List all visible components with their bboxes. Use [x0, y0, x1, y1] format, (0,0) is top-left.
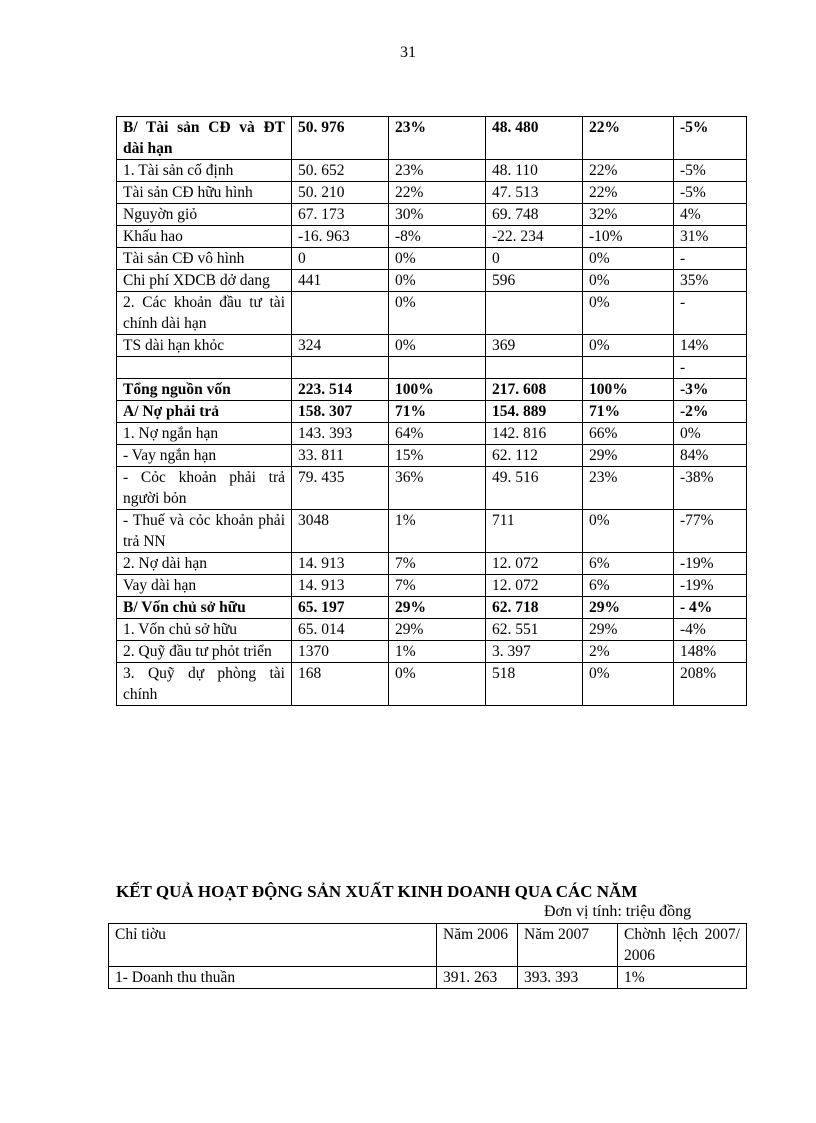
- row-label: 1. Tài sản cố định: [117, 160, 292, 182]
- value-2006: 79. 435: [292, 467, 389, 510]
- percent-2006: 0%: [389, 270, 486, 292]
- percent-2007: 6%: [583, 575, 674, 597]
- change-percent: 208%: [674, 663, 747, 706]
- change-percent: -38%: [674, 467, 747, 510]
- change-percent: 14%: [674, 335, 747, 357]
- percent-2007: 22%: [583, 160, 674, 182]
- percent-2006: 0%: [389, 663, 486, 706]
- percent-2007: 71%: [583, 401, 674, 423]
- row-label: - Vay ngắn hạn: [117, 445, 292, 467]
- table-row: [117, 270, 747, 292]
- value-2006: 0: [292, 248, 389, 270]
- change-percent: -3%: [674, 379, 747, 401]
- table-row: [117, 401, 747, 423]
- change-percent: 148%: [674, 641, 747, 663]
- percent-2007: 32%: [583, 204, 674, 226]
- percent-2007: 29%: [583, 597, 674, 619]
- percent-2007: 29%: [583, 445, 674, 467]
- change-percent: - 4%: [674, 597, 747, 619]
- change-percent: -2%: [674, 401, 747, 423]
- value-2007: 3. 397: [486, 641, 583, 663]
- value-2006: 143. 393: [292, 423, 389, 445]
- change-percent: -: [674, 292, 747, 335]
- balance-sheet-table: [116, 116, 747, 706]
- row-label: 1. Nợ ngắn hạn: [117, 423, 292, 445]
- table-row: [117, 182, 747, 204]
- value-2006: 50. 210: [292, 182, 389, 204]
- percent-2006: 29%: [389, 619, 486, 641]
- percent-2006: 1%: [389, 641, 486, 663]
- row-label: 3. Quỹ dự phòng tài chính: [117, 663, 292, 706]
- percent-2006: 23%: [389, 160, 486, 182]
- table-row: [117, 248, 747, 270]
- value-2006: 14. 913: [292, 553, 389, 575]
- percent-2006: 15%: [389, 445, 486, 467]
- business-results-table: [108, 923, 747, 989]
- row-label: - Thuế và cỏc khoản phải trả NN: [117, 510, 292, 553]
- percent-2007: -10%: [583, 226, 674, 248]
- row-label: A/ Nợ phải trả: [117, 401, 292, 423]
- percent-2007: 66%: [583, 423, 674, 445]
- table-row: [117, 445, 747, 467]
- table-row: [117, 553, 747, 575]
- value-2007: 142. 816: [486, 423, 583, 445]
- value-2006: 1370: [292, 641, 389, 663]
- table-row: [117, 117, 747, 160]
- percent-2006: 30%: [389, 204, 486, 226]
- percent-2006: 64%: [389, 423, 486, 445]
- value-2007: -22. 234: [486, 226, 583, 248]
- row-label: [117, 357, 292, 379]
- table-row: [117, 597, 747, 619]
- value-2007: 596: [486, 270, 583, 292]
- value-2007: 0: [486, 248, 583, 270]
- table-row: [117, 292, 747, 335]
- balance-sheet-body: [117, 117, 747, 706]
- percent-2006: 36%: [389, 467, 486, 510]
- value-2006: 65. 197: [292, 597, 389, 619]
- percent-2007: 0%: [583, 248, 674, 270]
- row-label: Tổng nguồn vốn: [117, 379, 292, 401]
- percent-2007: 2%: [583, 641, 674, 663]
- percent-2006: 22%: [389, 182, 486, 204]
- percent-2006: 7%: [389, 553, 486, 575]
- percent-2007: 23%: [583, 467, 674, 510]
- value-2007: 62. 718: [486, 597, 583, 619]
- percent-2006: 23%: [389, 117, 486, 160]
- percent-2006: [389, 357, 486, 379]
- change-percent: 0%: [674, 423, 747, 445]
- value-2007: 62. 112: [486, 445, 583, 467]
- table-row: [117, 575, 747, 597]
- percent-2006: 100%: [389, 379, 486, 401]
- percent-2006: 1%: [389, 510, 486, 553]
- change-percent: -: [674, 248, 747, 270]
- value-2007: 711: [486, 510, 583, 553]
- row-label: 2. Quỹ đầu tư phỏt triển: [117, 641, 292, 663]
- percent-2007: 100%: [583, 379, 674, 401]
- percent-2007: 22%: [583, 182, 674, 204]
- table-row: [117, 357, 747, 379]
- percent-2007: 0%: [583, 292, 674, 335]
- percent-2006: 0%: [389, 335, 486, 357]
- header-year-2006: Năm 2006: [437, 924, 518, 967]
- change-percent: 84%: [674, 445, 747, 467]
- business-results-body: [109, 924, 747, 989]
- row-label: 2. Nợ dài hạn: [117, 553, 292, 575]
- value-2006: 50. 976: [292, 117, 389, 160]
- row-label: Tài sản CĐ hữu hình: [117, 182, 292, 204]
- percent-2006: 7%: [389, 575, 486, 597]
- value-2006: 33. 811: [292, 445, 389, 467]
- value-2006: 158. 307: [292, 401, 389, 423]
- value-2006: 65. 014: [292, 619, 389, 641]
- percent-2007: 6%: [583, 553, 674, 575]
- change-percent: -77%: [674, 510, 747, 553]
- value-2006: 14. 913: [292, 575, 389, 597]
- change-percent: 31%: [674, 226, 747, 248]
- header-year-2007: Năm 2007: [518, 924, 618, 967]
- percent-2007: 0%: [583, 663, 674, 706]
- table-row: [117, 226, 747, 248]
- change-percent: -19%: [674, 575, 747, 597]
- value-2006: 324: [292, 335, 389, 357]
- percent-2007: 22%: [583, 117, 674, 160]
- change-percent: 4%: [674, 204, 747, 226]
- row-label: 2. Các khoản đầu tư tài chính dài hạn: [117, 292, 292, 335]
- header-row: [109, 924, 747, 967]
- row-label: 1. Vốn chủ sở hữu: [117, 619, 292, 641]
- row-label: - Cỏc khoản phải trả người bỏn: [117, 467, 292, 510]
- value-2007: 49. 516: [486, 467, 583, 510]
- table-row: [117, 467, 747, 510]
- percent-2006: 71%: [389, 401, 486, 423]
- value-2006: 441: [292, 270, 389, 292]
- table-row: [109, 967, 747, 989]
- value-2007: 12. 072: [486, 553, 583, 575]
- value-2007: [486, 357, 583, 379]
- value-2006: -16. 963: [292, 226, 389, 248]
- value-2007: 48. 110: [486, 160, 583, 182]
- row-label: Vay dài hạn: [117, 575, 292, 597]
- change-percent: -5%: [674, 117, 747, 160]
- percent-2007: 0%: [583, 270, 674, 292]
- value-2006: 168: [292, 663, 389, 706]
- change-percent: 35%: [674, 270, 747, 292]
- row-label: B/ Vốn chủ sở hữu: [117, 597, 292, 619]
- value-2006: [292, 292, 389, 335]
- value-2007: 12. 072: [486, 575, 583, 597]
- value-2007: 217. 608: [486, 379, 583, 401]
- table-row: [117, 510, 747, 553]
- change-percent: -5%: [674, 182, 747, 204]
- table-row: [117, 204, 747, 226]
- change-percent: -19%: [674, 553, 747, 575]
- row-label: Nguyờn giỏ: [117, 204, 292, 226]
- percent-2006: 29%: [389, 597, 486, 619]
- percent-2006: 0%: [389, 248, 486, 270]
- page-number: 31: [400, 44, 416, 61]
- percent-2006: 0%: [389, 292, 486, 335]
- table-row: [117, 335, 747, 357]
- year-2007-cell: 393. 393: [518, 967, 618, 989]
- table-row: [117, 619, 747, 641]
- indicator-cell: 1- Doanh thu thuần: [109, 967, 437, 989]
- row-label: TS dài hạn khỏc: [117, 335, 292, 357]
- difference-cell: 1%: [618, 967, 747, 989]
- value-2007: [486, 292, 583, 335]
- table-row: [117, 379, 747, 401]
- year-2006-cell: 391. 263: [437, 967, 518, 989]
- table-row: [117, 423, 747, 445]
- row-label: B/ Tài sản CĐ và ĐT dài hạn: [117, 117, 292, 160]
- row-label: Chi phí XDCB dở dang: [117, 270, 292, 292]
- header-difference: Chờnh lệch 2007/ 2006: [618, 924, 747, 967]
- value-2006: 3048: [292, 510, 389, 553]
- percent-2006: -8%: [389, 226, 486, 248]
- value-2007: 154. 889: [486, 401, 583, 423]
- value-2006: 50. 652: [292, 160, 389, 182]
- row-label: Khấu hao: [117, 226, 292, 248]
- change-percent: -: [674, 357, 747, 379]
- value-2007: 369: [486, 335, 583, 357]
- value-2006: 223. 514: [292, 379, 389, 401]
- percent-2007: [583, 357, 674, 379]
- value-2006: 67. 173: [292, 204, 389, 226]
- change-percent: -5%: [674, 160, 747, 182]
- value-2006: [292, 357, 389, 379]
- change-percent: -4%: [674, 619, 747, 641]
- header-indicator: Chỉ tiờu: [109, 924, 437, 967]
- percent-2007: 0%: [583, 335, 674, 357]
- value-2007: 47. 513: [486, 182, 583, 204]
- percent-2007: 29%: [583, 619, 674, 641]
- value-2007: 69. 748: [486, 204, 583, 226]
- section-title: KẾT QUẢ HOẠT ĐỘNG SẢN XUẤT KINH DOANH QUA CÁC NĂM: [116, 882, 638, 901]
- row-label: Tài sản CĐ vô hình: [117, 248, 292, 270]
- value-2007: 518: [486, 663, 583, 706]
- percent-2007: 0%: [583, 510, 674, 553]
- value-2007: 62. 551: [486, 619, 583, 641]
- table-row: [117, 160, 747, 182]
- table-row: [117, 663, 747, 706]
- table-row: [117, 641, 747, 663]
- value-2007: 48. 480: [486, 117, 583, 160]
- unit-note: Đơn vị tính: triệu đồng: [544, 903, 692, 920]
